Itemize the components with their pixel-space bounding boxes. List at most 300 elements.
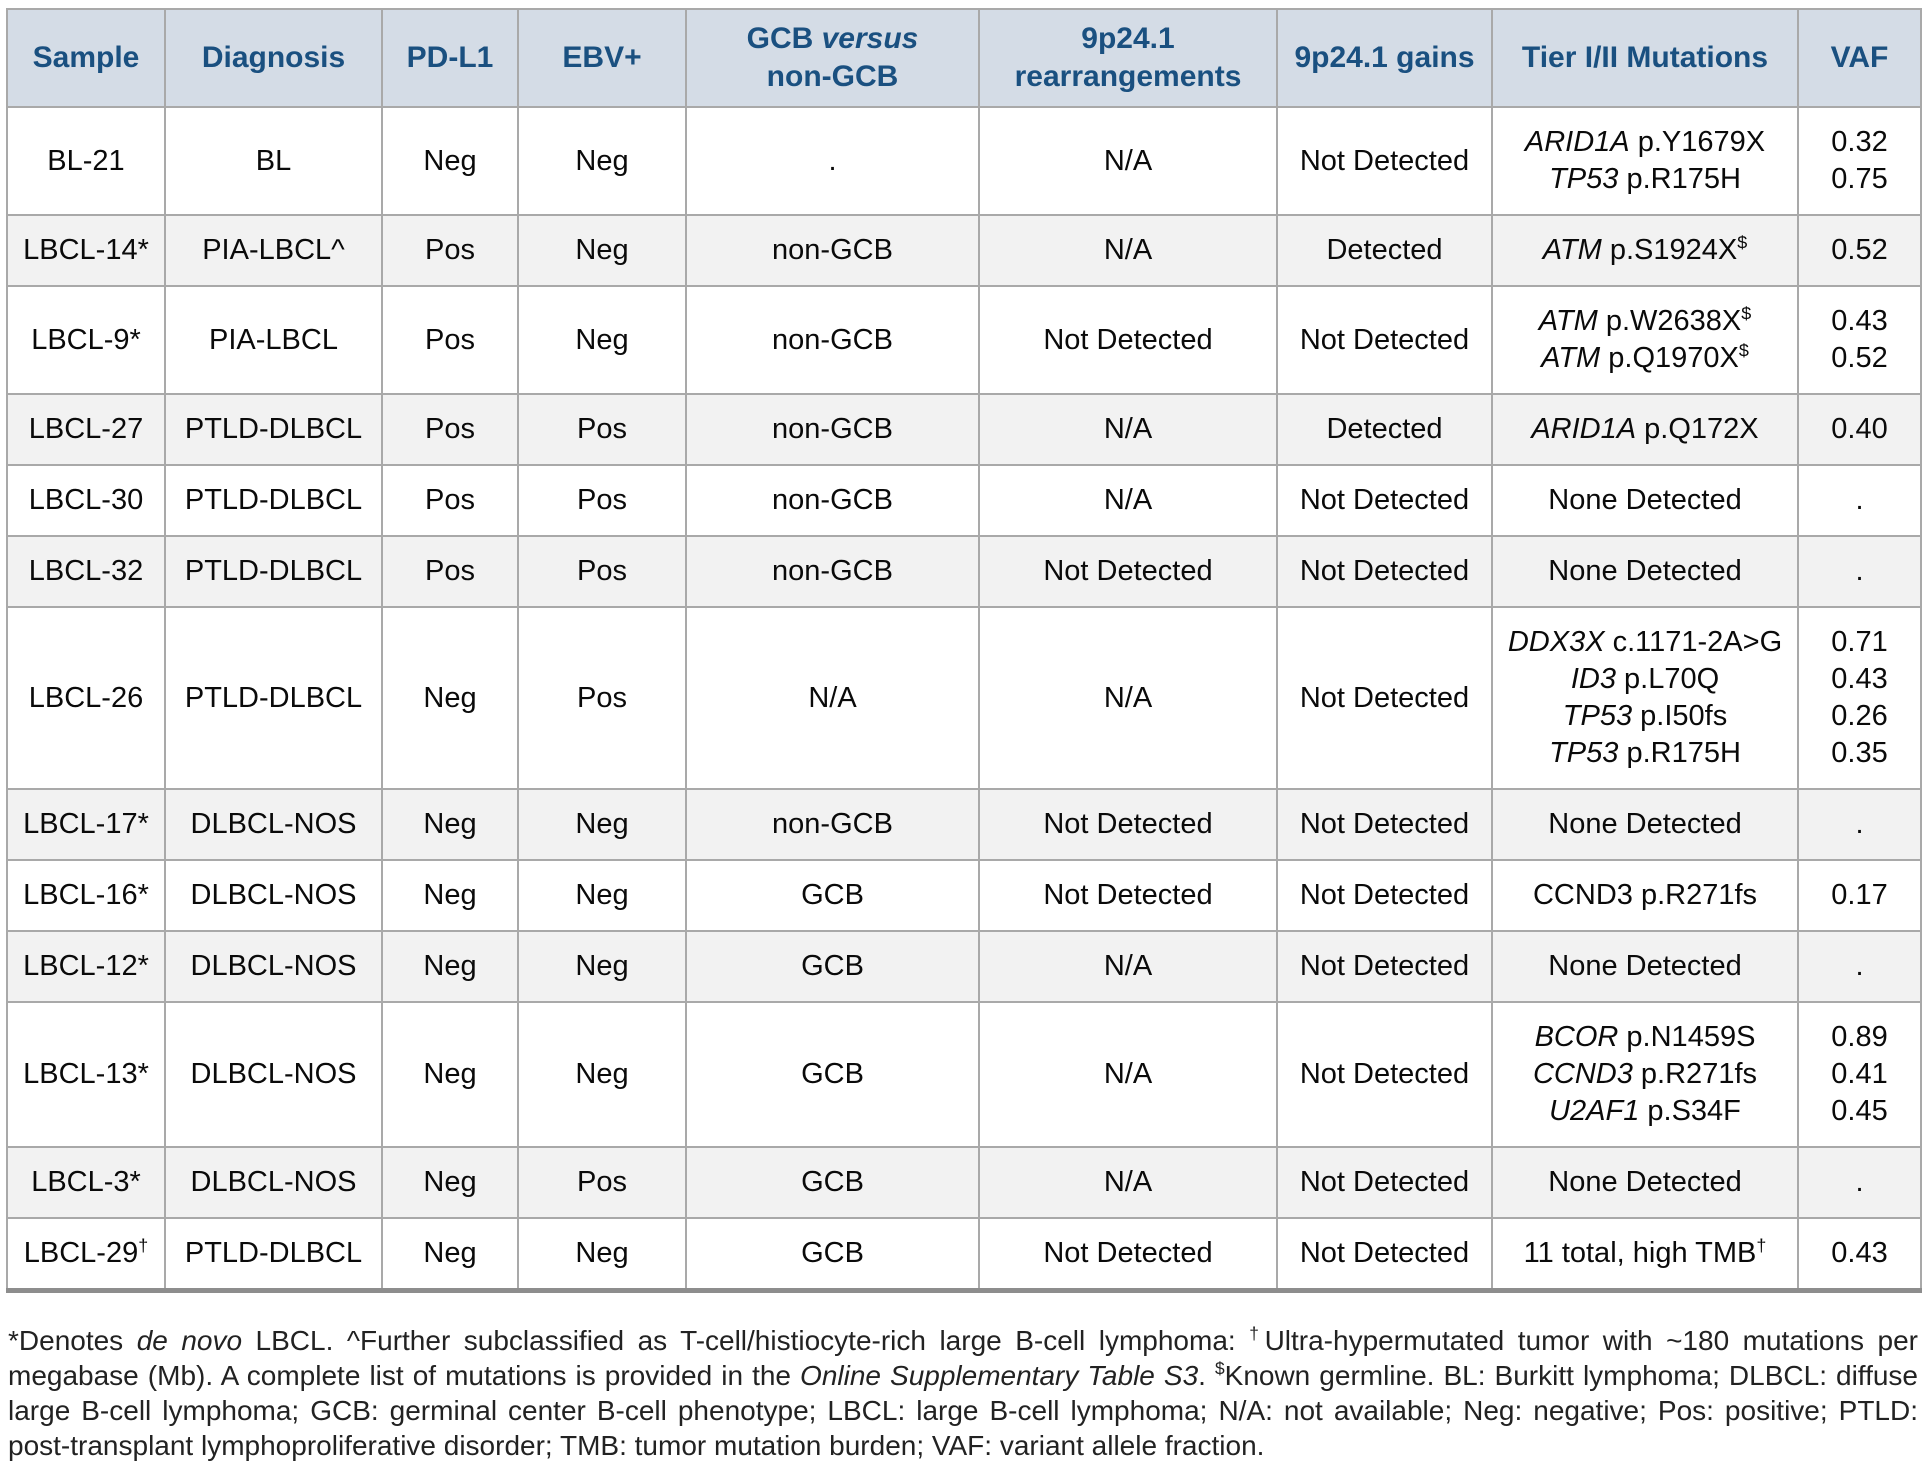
text-run: Neg [423,1058,477,1090]
cell-gcb [686,394,979,465]
cell-rearr [979,286,1277,394]
italic-text-run: ARID1A [1524,126,1630,158]
italic-text-run: de novo [136,1325,243,1356]
superscript-marker: † [1249,1323,1265,1344]
text-run: . [1198,1360,1215,1391]
cell-pdl1 [382,107,518,215]
column-header-ebv [518,9,686,107]
text-run: c.1171-2A>G [1604,626,1783,658]
cell-gcb [686,286,979,394]
cell-sample [7,536,165,607]
cell-pdl1 [382,1002,518,1147]
text-run: N/A [808,681,857,714]
mutation-entry [1499,411,1791,448]
table-row [7,607,1921,789]
text-run: Pos [425,234,475,266]
italic-text-run: ID3 [1570,663,1616,695]
text-run: Neg [423,1237,477,1269]
text-run: Not Detected [1299,950,1470,982]
cell-ebv [518,607,686,789]
cell-ebv [518,107,686,215]
cell-sample [7,107,165,215]
table-row [7,1002,1921,1147]
text-run: Neg [575,1058,629,1090]
mutation-entry [1499,161,1791,198]
superscript-marker: $ [1214,1358,1225,1379]
vaf-value: 0.40 [1831,413,1888,445]
text-run: LBCL-13* [23,1058,149,1090]
column-header-sample [7,9,165,107]
text-run: DLBCL-NOS [190,950,357,982]
cell-diagnosis [165,1147,382,1218]
table-row [7,931,1921,1002]
text-run: Pos [425,484,475,516]
italic-text-run: U2AF1 [1549,1095,1640,1127]
text-run: PTLD-DLBCL [184,555,363,587]
text-run: Not Detected [1043,323,1213,356]
table-row [7,1147,1921,1218]
text-run: Neg [575,234,629,266]
cell-mutations [1492,1218,1798,1291]
text-run: Not Detected [1299,555,1470,587]
cell-ebv [518,465,686,536]
cell-sample [7,394,165,465]
table-row [7,286,1921,394]
text-run: Neg [575,1237,629,1269]
mutation-entry [1499,806,1791,843]
text-run: N/A [1103,234,1153,266]
table-row [7,860,1921,931]
text-run: N/A [1103,950,1153,982]
text-run: p.R175H [1618,737,1741,769]
table-row [7,394,1921,465]
cell-rearr [979,465,1277,536]
cell-gcb [686,1002,979,1147]
mutation-entry [1499,482,1791,519]
text-run: Not Detected [1299,808,1470,840]
text-run: Ultra-hypermutated tumor with ~180 mutations per megabase (Mb). A complete list of mutations is provided in the [8,1325,1919,1391]
cell-ebv [518,860,686,931]
text-run: LBCL-26 [28,681,144,714]
vaf-value: . [1855,808,1864,840]
cell-gains [1277,536,1492,607]
text-run: Not Detected [1299,681,1470,714]
text-run: Tier I/II Mutations [1521,41,1769,74]
cell-mutations [1492,465,1798,536]
text-run: Pos [577,413,627,445]
text-run: 9p24.1 gains [1294,41,1475,74]
text-run: p.W2638X [1597,305,1742,337]
vaf-value: 0.32 [1831,126,1888,158]
cell-sample [7,465,165,536]
cell-rearr [979,1002,1277,1147]
text-run: Pos [425,413,475,445]
cell-gains [1277,860,1492,931]
text-run: p.R175H [1618,163,1741,195]
column-header-vaf [1798,9,1921,107]
text-run: Not Detected [1299,1058,1470,1090]
cell-gcb [686,215,979,286]
text-run: p.L70Q [1615,663,1720,695]
cell-gains [1277,931,1492,1002]
text-run: 11 total, high TMB [1523,1237,1757,1269]
text-run: LBCL-27 [28,413,144,445]
italic-text-run: versus [821,22,919,55]
cell-diagnosis [165,465,382,536]
text-run: LBCL-29 [23,1237,139,1269]
text-run: N/A [1103,484,1153,516]
cell-vaf [1798,860,1921,931]
mutation-entry [1499,735,1791,772]
table-row [7,789,1921,860]
cell-gains [1277,107,1492,215]
cell-vaf [1798,465,1921,536]
text-run: LBCL. ^Further subclassified as T-cell/histiocyte-rich large B-cell lymphoma: [242,1325,1250,1356]
table-row [7,215,1921,286]
vaf-value: . [1855,555,1864,587]
text-run: p.S34F [1639,1095,1741,1127]
cell-ebv [518,286,686,394]
column-header-pdl1 [382,9,518,107]
cell-mutations [1492,1002,1798,1147]
text-run: Detected [1326,234,1443,266]
column-header-gcb [686,9,979,107]
text-run: Neg [575,323,629,356]
cell-gains [1277,1147,1492,1218]
text-run: Pos [425,323,475,356]
cell-sample [7,1147,165,1218]
mutation-entry [1499,1235,1791,1272]
cell-gcb [686,107,979,215]
cell-diagnosis [165,394,382,465]
text-run: non-GCB [772,323,893,356]
column-header-diagnosis [165,9,382,107]
cell-vaf [1798,1218,1921,1291]
cell-rearr [979,107,1277,215]
text-run: p.S1924X [1601,234,1738,266]
cell-diagnosis [165,931,382,1002]
vaf-value: 0.26 [1831,700,1888,732]
text-run: N/A [1103,413,1153,445]
text-run: BL [255,144,292,177]
mutation-entry [1499,877,1791,914]
cell-gcb [686,1147,979,1218]
vaf-value: 0.43 [1831,1237,1888,1269]
italic-text-run: CCND3 [1532,1058,1633,1090]
text-run: None Detected [1548,484,1742,516]
cell-gains [1277,286,1492,394]
text-run: p.I50fs [1632,700,1728,732]
text-run: *Denotes [8,1325,137,1356]
text-run: p.Q1970X [1600,342,1739,374]
cell-diagnosis [165,286,382,394]
text-run: Not Detected [1299,1237,1470,1269]
text-run: Neg [575,144,629,177]
text-run: . [828,144,837,177]
text-run: Not Detected [1043,879,1213,911]
cell-pdl1 [382,931,518,1002]
cell-diagnosis [165,1218,382,1291]
mutation-entry [1499,624,1791,661]
cell-mutations [1492,789,1798,860]
italic-text-run: TP53 [1562,700,1633,732]
cell-diagnosis [165,860,382,931]
cell-diagnosis [165,789,382,860]
cell-vaf [1798,394,1921,465]
cell-vaf [1798,931,1921,1002]
italic-text-run: TP53 [1549,737,1619,769]
text-run: PTLD-DLBCL [184,681,363,714]
text-run: Detected [1326,413,1443,445]
cell-gcb [686,607,979,789]
cell-mutations [1492,394,1798,465]
cell-sample [7,931,165,1002]
cell-vaf [1798,286,1921,394]
cell-gains [1277,1218,1492,1291]
table-header [7,9,1921,107]
vaf-value: 0.43 [1831,305,1888,337]
cell-ebv [518,1002,686,1147]
vaf-value: 0.75 [1831,163,1888,195]
table-body [7,107,1921,1291]
cell-vaf [1798,1002,1921,1147]
text-run: PTLD-DLBCL [184,1237,363,1269]
text-run: PIA-LBCL [209,323,338,356]
cell-gcb [686,789,979,860]
text-run: Neg [423,144,477,177]
text-run: PIA-LBCL^ [202,234,345,266]
cell-pdl1 [382,1147,518,1218]
cell-pdl1 [382,607,518,789]
italic-text-run: ATM [1538,305,1598,337]
text-run: GCB [801,1237,864,1269]
text-run: p.N1459S [1618,1021,1756,1053]
text-run: non-GCB [772,234,893,266]
cell-sample [7,286,165,394]
cell-gains [1277,1002,1492,1147]
samples-mutation-table [6,8,1922,1293]
italic-text-run: ATM [1541,342,1601,374]
text-run: Known germline. BL: Burkitt lymphoma; DLBCL: diffuse large B-cell lymphoma; GCB: germinal center B-cell phenotype; LBCL: large B-cell lymphoma; N/A: not available; Neg: negative; Pos: positive; PTLD: post-transplant lymphoproliferative disorder; TMB: tumor mutation burden; VAF: variant allele fraction. [8,1360,1919,1461]
cell-ebv [518,789,686,860]
table-row [7,536,1921,607]
text-run: Sample [32,41,140,74]
mutation-entry [1499,948,1791,985]
text-run: Neg [423,1166,477,1198]
superscript-marker: $ [1737,232,1748,253]
cell-ebv [518,536,686,607]
cell-sample [7,607,165,789]
cell-sample [7,789,165,860]
cell-sample [7,215,165,286]
text-run: p.Q172X [1636,413,1759,445]
vaf-value: . [1855,484,1864,516]
text-run: non-GCB [766,60,899,93]
cell-mutations [1492,860,1798,931]
text-run: Not Detected [1299,1166,1470,1198]
text-run: LBCL-16* [23,879,149,911]
cell-ebv [518,931,686,1002]
cell-diagnosis [165,607,382,789]
cell-ebv [518,394,686,465]
cell-rearr [979,860,1277,931]
mutation-entry [1499,1056,1791,1093]
text-run: GCB [801,950,864,982]
text-run: Neg [423,879,477,911]
cell-rearr [979,789,1277,860]
text-run: None Detected [1548,808,1742,840]
text-run: LBCL-9* [31,323,141,356]
text-run: Neg [423,808,477,840]
italic-text-run: Online Supplementary Table S3 [800,1360,1199,1391]
cell-diagnosis [165,215,382,286]
cell-mutations [1492,107,1798,215]
vaf-value: . [1855,1166,1864,1198]
text-run: p.Y1679X [1629,126,1766,158]
text-run: N/A [1103,1166,1153,1198]
text-run: Not Detected [1043,555,1213,587]
text-run: Not Detected [1299,144,1470,177]
text-run: Not Detected [1043,808,1213,840]
mutation-entry [1499,1093,1791,1130]
mutation-entry [1499,124,1791,161]
cell-pdl1 [382,1218,518,1291]
text-run: Not Detected [1299,879,1470,911]
mutation-entry [1499,1019,1791,1056]
text-run: None Detected [1548,950,1742,982]
mutation-entry [1499,232,1791,269]
table-row [7,465,1921,536]
text-run: Pos [577,484,627,516]
mutation-entry [1499,553,1791,590]
cell-vaf [1798,536,1921,607]
text-run: Pos [425,555,475,587]
cell-gains [1277,607,1492,789]
cell-ebv [518,215,686,286]
text-run: non-GCB [772,555,893,587]
text-run: rearrangements [1014,60,1242,93]
text-run: LBCL-32 [28,555,144,587]
cell-vaf [1798,215,1921,286]
text-run: non-GCB [772,484,893,516]
mutation-entry [1499,1164,1791,1201]
text-run: PTLD-DLBCL [184,484,363,516]
text-run: N/A [1103,144,1153,177]
text-run: Neg [575,808,629,840]
cell-diagnosis [165,1002,382,1147]
table-row [7,1218,1921,1291]
text-run: CCND3 p.R271fs [1532,879,1758,911]
column-header-gains [1277,9,1492,107]
column-header-rearr [979,9,1277,107]
vaf-value: 0.45 [1831,1095,1888,1127]
italic-text-run: DDX3X [1507,626,1605,658]
superscript-marker: $ [1741,303,1752,324]
text-run: Not Detected [1299,323,1470,356]
cell-pdl1 [382,536,518,607]
text-run: VAF [1830,41,1889,74]
cell-gains [1277,465,1492,536]
cell-rearr [979,215,1277,286]
cell-rearr [979,607,1277,789]
mutation-entry [1499,661,1791,698]
text-run: LBCL-12* [23,950,149,982]
cell-gains [1277,394,1492,465]
text-run: Not Detected [1299,484,1470,516]
text-run: 9p24.1 [1081,22,1175,55]
cell-rearr [979,931,1277,1002]
cell-pdl1 [382,465,518,536]
text-run: LBCL-17* [23,808,149,840]
cell-rearr [979,394,1277,465]
cell-mutations [1492,1147,1798,1218]
text-run: PTLD-DLBCL [184,413,363,445]
text-run: PD-L1 [406,41,494,74]
column-header-mutations [1492,9,1798,107]
vaf-value: 0.43 [1831,663,1888,695]
text-run: None Detected [1548,555,1742,587]
text-run: non-GCB [772,808,893,840]
cell-diagnosis [165,536,382,607]
text-run: DLBCL-NOS [190,1058,357,1090]
vaf-value: 0.41 [1831,1058,1888,1090]
cell-rearr [979,1218,1277,1291]
text-run: GCB [801,1166,864,1198]
text-run: Pos [577,555,627,587]
cell-rearr [979,536,1277,607]
text-run: DLBCL-NOS [190,879,357,911]
vaf-value: 0.89 [1831,1021,1888,1053]
text-run: Neg [575,879,629,911]
cell-vaf [1798,1147,1921,1218]
text-run: Neg [423,950,477,982]
text-run: p.R271fs [1632,1058,1758,1090]
text-run: EBV+ [562,41,642,74]
text-run: BL-21 [47,144,125,177]
cell-gcb [686,1218,979,1291]
text-run: GCB [801,879,864,911]
text-run: GCB [746,22,822,55]
text-run: LBCL-30 [28,484,144,516]
cell-sample [7,1218,165,1291]
cell-gcb [686,536,979,607]
text-run: LBCL-3* [31,1166,141,1198]
text-run: Pos [577,681,627,714]
cell-sample [7,860,165,931]
text-run: Diagnosis [201,41,346,74]
text-run: None Detected [1548,1166,1742,1198]
vaf-value: 0.17 [1831,879,1888,911]
vaf-value: 0.35 [1831,737,1888,769]
cell-gcb [686,931,979,1002]
cell-vaf [1798,607,1921,789]
italic-text-run: BCOR [1534,1021,1619,1053]
mutation-entry [1499,303,1791,340]
cell-gcb [686,860,979,931]
mutation-entry [1499,698,1791,735]
italic-text-run: ATM [1542,234,1602,266]
footnote [6,1323,1920,1463]
vaf-value: 0.52 [1831,234,1888,266]
cell-pdl1 [382,394,518,465]
text-run: LBCL-14* [23,234,149,266]
cell-ebv [518,1147,686,1218]
superscript-marker: † [1756,1235,1767,1256]
superscript-marker: † [138,1235,149,1256]
cell-gains [1277,789,1492,860]
text-run: DLBCL-NOS [190,808,357,840]
text-run: DLBCL-NOS [190,1166,357,1198]
